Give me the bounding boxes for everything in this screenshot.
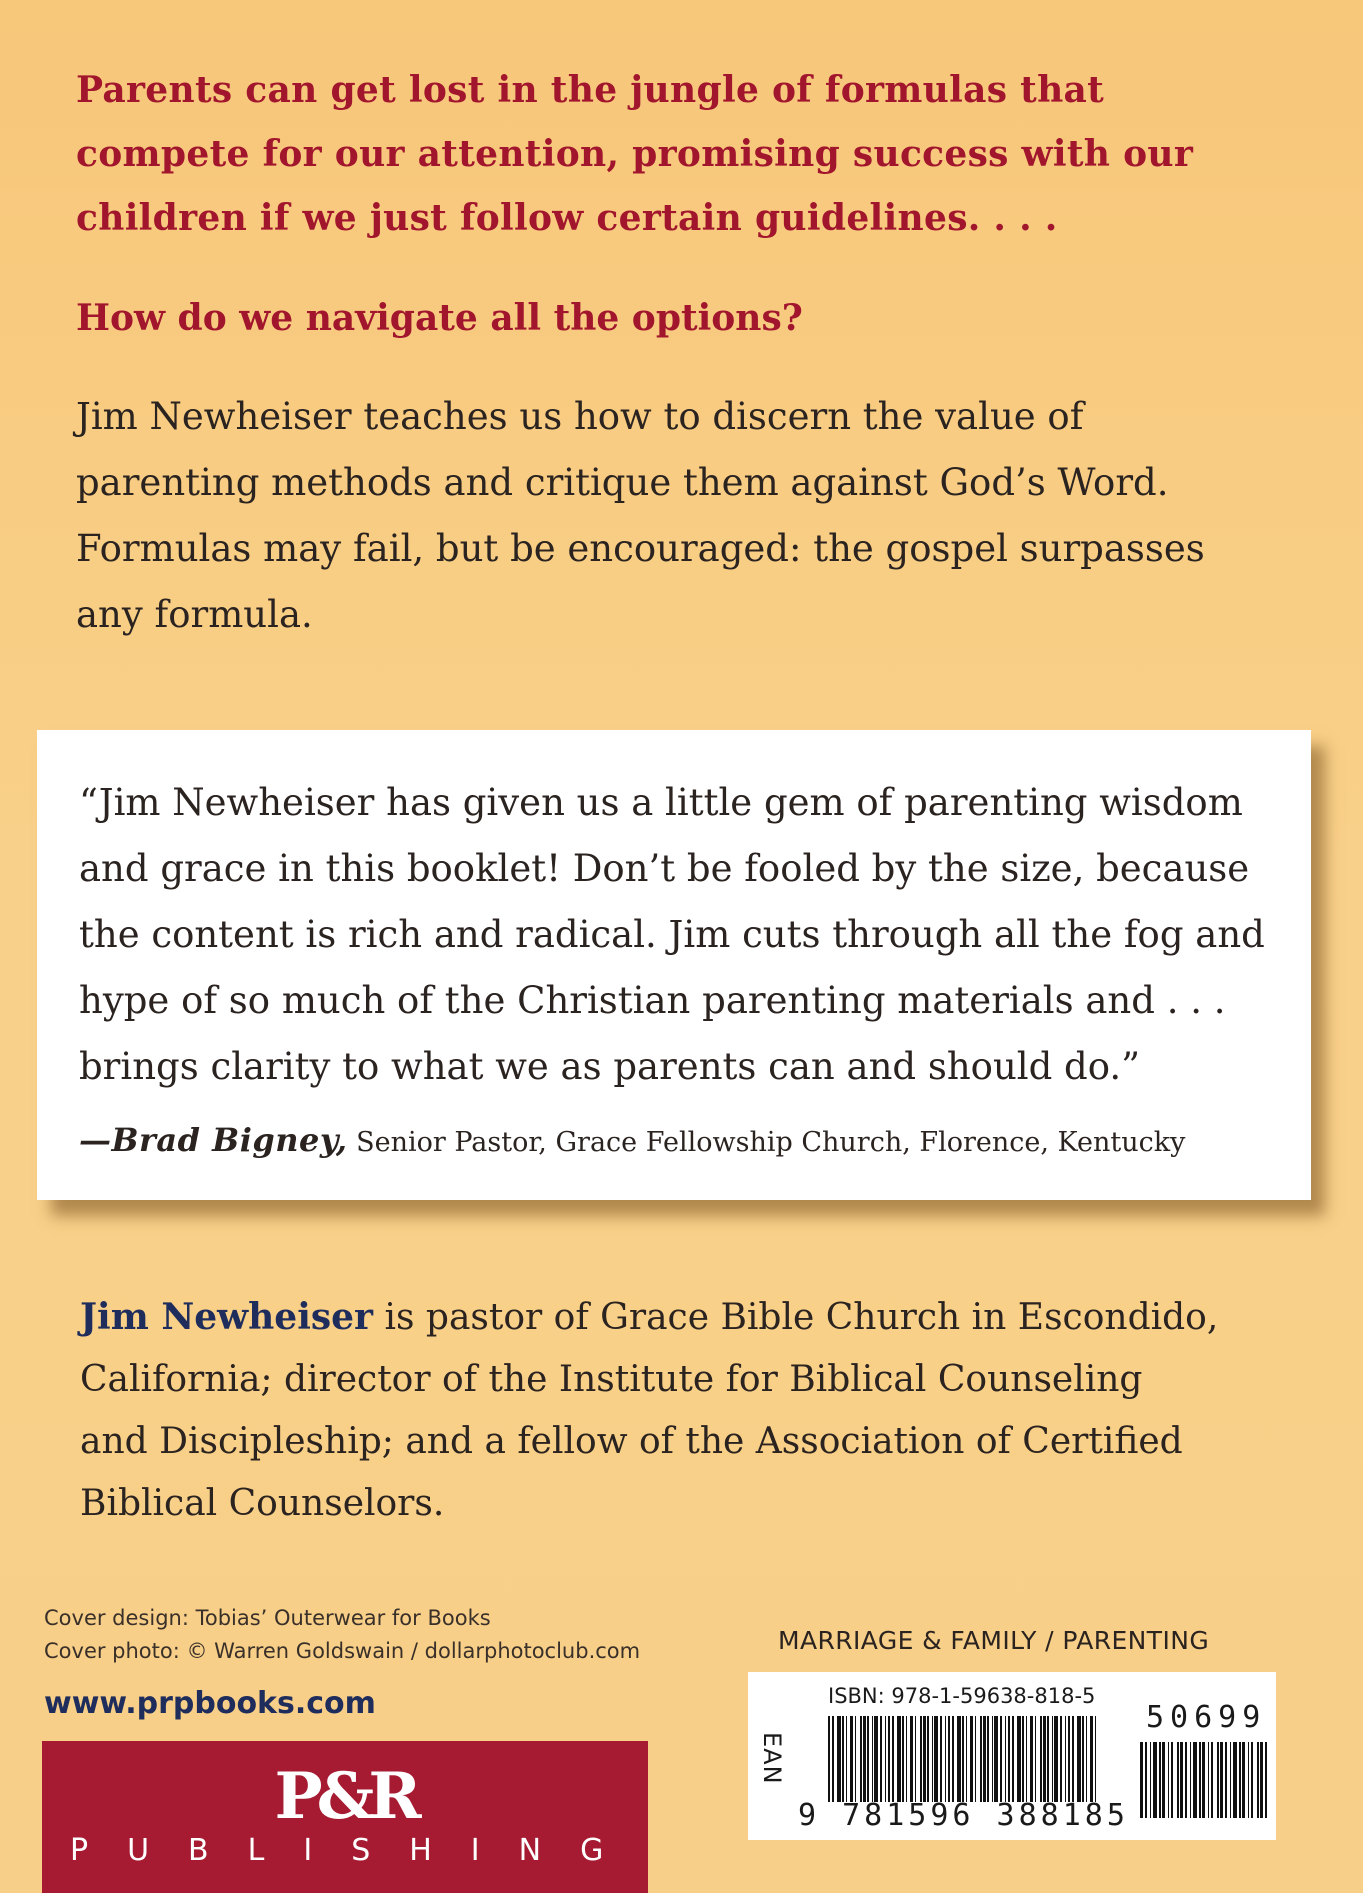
bio-line: Biblical Counselors. [80, 1483, 445, 1524]
quote-line: the content is rich and radical. Jim cuts through all the fog and [79, 913, 1265, 956]
intro-line: Parents can get lost in the jungle of formulas that [76, 69, 1105, 111]
summary-line: parenting methods and critique them against God’s Word. [76, 461, 1169, 504]
quote-line: brings clarity to what we as parents can and should do.” [79, 1045, 1141, 1088]
bio-line-rest: is pastor of Grace Bible Church in Escondido, [373, 1297, 1219, 1338]
price-addon-barcode-icon [1140, 1742, 1268, 1818]
ean-label: EAN [758, 1732, 786, 1785]
publisher-logo-word: PUBLISHING [70, 1833, 643, 1868]
cover-credits [44, 1602, 744, 1668]
book-category: MARRIAGE & FAMILY / PARENTING [778, 1626, 1210, 1655]
endorser-title: Senior Pastor, Grace Fellowship Church, Florence, Kentucky [347, 1127, 1186, 1158]
bio-line: California; director of the Institute for Biblical Counseling [80, 1359, 1143, 1400]
summary-line: Jim Newheiser teaches us how to discern the value of [76, 395, 1084, 438]
publisher-logo [42, 1741, 648, 1893]
quote-line: hype of so much of the Christian parenting materials and . . . [79, 979, 1226, 1022]
price-addon-digits: 50699 [1146, 1700, 1267, 1735]
bio-line [80, 1286, 1320, 1349]
bio-line: and Discipleship; and a fellow of the Association of Certified [80, 1421, 1183, 1462]
ean-barcode-icon [828, 1716, 1098, 1802]
intro-line: compete for our attention, promising success with our [76, 133, 1194, 175]
cover-photo-credit: Cover photo: © Warren Goldswain / dollarphotoclub.com [44, 1639, 641, 1663]
publisher-website-link[interactable]: www.prpbooks.com [44, 1686, 376, 1721]
isbn-label: ISBN: 978-1-59638-818-5 [828, 1684, 1096, 1708]
ean-digits: 9 781596 388185 [798, 1798, 1129, 1833]
question-heading: How do we navigate all the options? [76, 297, 803, 339]
publisher-logo-mark: P&R [274, 1759, 416, 1834]
summary-line: any formula. [76, 593, 313, 636]
endorser-name: —Brad Bigney, [79, 1121, 348, 1159]
intro-text [76, 58, 1306, 250]
quote-line: “Jim Newheiser has given us a little gem of parenting wisdom [79, 781, 1243, 824]
endorsement-attribution [79, 1120, 1299, 1163]
barcode-panel [748, 1672, 1276, 1840]
cover-design-credit: Cover design: Tobias’ Outerwear for Books [44, 1606, 491, 1630]
endorsement-card [37, 730, 1311, 1200]
endorsement-quote [79, 770, 1289, 1100]
author-name: Jim Newheiser [80, 1296, 374, 1338]
author-bio [80, 1286, 1320, 1535]
intro-line: children if we just follow certain guidelines. . . . [76, 197, 1058, 239]
quote-line: and grace in this booklet! Don’t be fooled by the size, because [79, 847, 1250, 890]
summary-line: Formulas may fail, but be encouraged: the gospel surpasses [76, 527, 1205, 570]
summary-text [76, 384, 1306, 648]
